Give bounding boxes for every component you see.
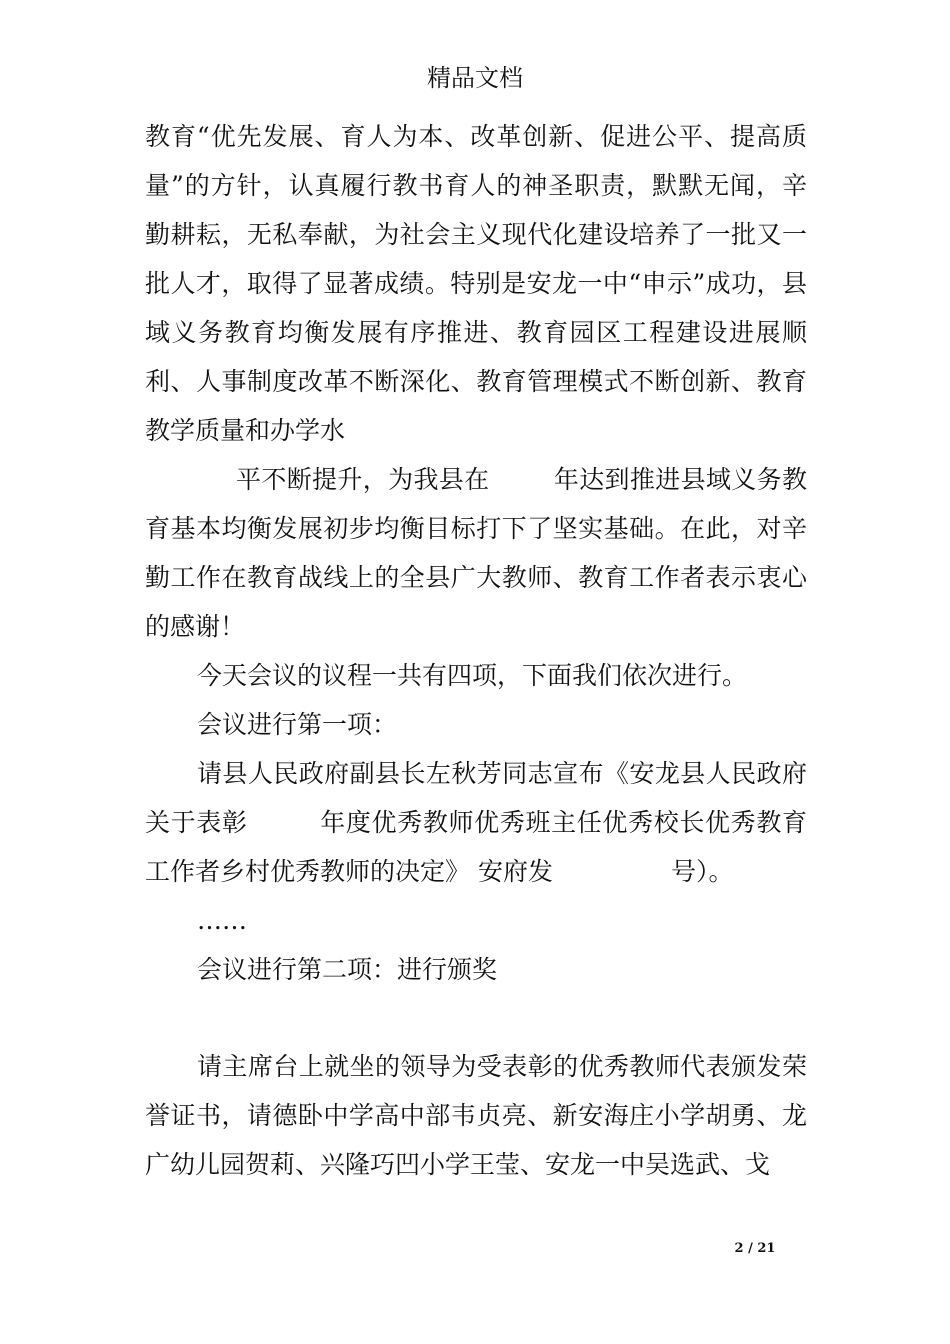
paragraph-6-ellipsis: …… (197, 906, 247, 935)
paragraph-2-part-b: 年达到推进县域义务教育基本均衡发展初步均衡目标打下了坚实基础。在此，对辛勤工作在教育战线上的全县广大教师、教育工作者表示衷心的感谢！ (145, 465, 807, 641)
paragraph-2 (145, 455, 807, 651)
paragraph-8: 请主席台上就坐的领导为受表彰的优秀教师代表颁发荣誉证书，请德卧中学高中部韦贞亮、新安海庄小学胡勇、龙广幼儿园贺莉、兴隆巧凹小学王莹、安龙一中吴选武、戈 (145, 1052, 807, 1179)
paragraph-5 (145, 749, 807, 896)
paragraph-5-part-a: 请县人民政府副县长左秋芳同志宣布《安龙县人民政府关于表彰 (145, 759, 807, 837)
paragraph-5-part-b: 年度优秀教师优秀班主任优秀校长优秀教育工作者乡村优秀教师的决定》 安府发 (145, 808, 807, 886)
paragraph-2-part-a: 平不断提升，为我县在 (236, 465, 490, 494)
document-body (145, 112, 807, 1189)
paragraph-7: 会议进行第二项：进行颁奖 (197, 955, 498, 984)
paragraph-1: 教育“优先发展、育人为本、改革创新、促进公平、提高质量”的方针，认真履行教书育人的神圣职责，默默无闻，辛勤耕耘，无私奉献，为社会主义现代化建设培养了一批又一批人才，取得了显著成绩。特别是安龙一中“申示”成功，县域义务教育均衡发展有序推进、教育园区工程建设进展顺利、人事制度改革不断深化、教育管理模式不断创新、教育教学质量和办学水 (145, 122, 807, 445)
page-header-title: 精品文档 (427, 64, 523, 92)
paragraph-4: 会议进行第一项： (197, 710, 398, 739)
paragraph-5-part-c: 号）。 (670, 857, 734, 886)
page-indicator: 2 / 21 (734, 1241, 776, 1256)
paragraph-3: 今天会议的议程一共有四项，下面我们依次进行。 (197, 661, 748, 690)
